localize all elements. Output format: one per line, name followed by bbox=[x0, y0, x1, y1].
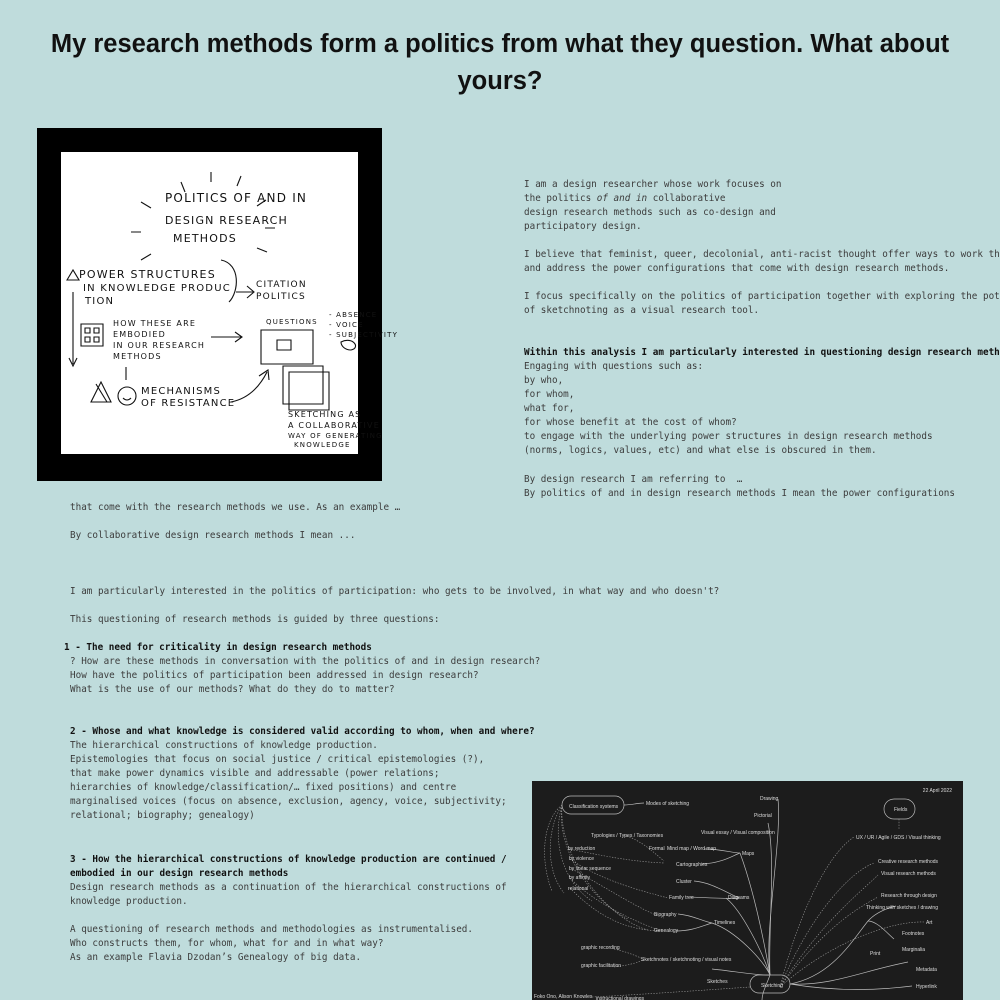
analysis-heading: Within this analysis I am particularly interested in questioning design research meth bbox=[524, 347, 1000, 358]
mind-map-node: relational bbox=[568, 886, 589, 892]
sketch-label: HOW THESE ARE bbox=[113, 319, 197, 328]
sketch-label: POLITICS OF AND IN bbox=[165, 191, 308, 205]
question-2-heading: 2 - Whose and what knowledge is considered valid according to whom, when and where? bbox=[70, 726, 535, 737]
methods-mind-map bbox=[532, 781, 963, 1000]
sketch-label: MECHANISMS bbox=[141, 386, 222, 397]
mind-map-node: Diagrams bbox=[728, 895, 750, 901]
mind-map-node: Creative research methods bbox=[878, 859, 939, 865]
question-1-heading: 1 - The need for criticality in design research methods bbox=[64, 642, 372, 653]
question-1-body: ? How are these methods in conversation with the politics of and in design research? How have the politics of participation been addressed in design research? What is the use of our methods? What do they do to matter? bbox=[70, 656, 541, 695]
sketch-label: TION bbox=[85, 296, 115, 307]
sketch-label: SKETCHING AS bbox=[288, 410, 362, 419]
mind-map-node: Timelines bbox=[714, 920, 736, 926]
mind-map-node: Mind map / Word map bbox=[667, 846, 717, 852]
mind-map-node: Research through design bbox=[881, 893, 937, 899]
mind-map-node: Foko Ono, Alison Knowles bbox=[534, 994, 593, 1000]
sketch-label: WAY OF GENERATING bbox=[288, 432, 383, 440]
participation-paragraph: I am particularly interested in the politics of participation: who gets to be involved, in what way and who doesn't? This questioning of research methods is guided by three questions: bbox=[70, 586, 720, 625]
sketch-label: - VOICE bbox=[329, 321, 364, 329]
mind-map-node: Footnotes bbox=[902, 931, 925, 937]
mind-map-node: Typologies / Types / Taxonomies bbox=[591, 833, 664, 839]
mind-map-node: Visual essay / Visual composition bbox=[701, 830, 775, 836]
question-3-section: 3 - How the hierarchical constructions of knowledge production are continued / embodied in our design research methods Design research methods as a continuation of the hierarchical constructions of knowledge production. A questioning of research methods and methodologies as instrumentalised. Who constructs them, for whom, what for and in what way? As an example Flavia Dzodan’s Genealogy of big data. bbox=[70, 854, 507, 963]
sketch-label: EMBODIED bbox=[113, 330, 166, 339]
question-2-section: 2 - Whose and what knowledge is considered valid according to whom, when and where? The hierarchical constructions of knowledge production. Epistemologies that focus on social justice / critical epistemologies (?), that make power dynamics visible and addressable (power relations; hierarchies of knowledge/classification/… fixed positions) and centre marginalised voices (focus on absence, exclusion, agency, voice, subjectivity; relational; biography; genealogy) bbox=[70, 726, 535, 821]
mind-map-node: Hyperlink bbox=[916, 984, 937, 990]
mind-map-node: Genealogy bbox=[654, 928, 679, 934]
mind-map-node: Drawing bbox=[760, 796, 779, 802]
intro-paragraph-2: I believe that feminist, queer, decolonial, anti-racist thought offer ways to work th and address the power configurations that come with design research methods. bbox=[524, 249, 1000, 274]
mind-map-node: by violence bbox=[569, 856, 595, 862]
sketchnote-drawing bbox=[61, 152, 399, 454]
sketchnote-image-frame bbox=[37, 128, 399, 481]
mind-map-node: Maps bbox=[742, 851, 755, 857]
mind-map-node: Fields bbox=[894, 807, 908, 813]
mind-map-node: Biography bbox=[654, 912, 677, 918]
mind-map-node: Thinking with sketches / drawing bbox=[866, 905, 938, 911]
intro-paragraph-1: I am a design researcher whose work focuses on the politics of and in collaborative design research methods such as co-design and participatory design. bbox=[524, 179, 782, 232]
page-title: My research methods form a politics from what they question. What about yours? bbox=[50, 30, 950, 95]
mind-map-date: 22 April 2022 bbox=[922, 788, 952, 794]
sketch-label: DESIGN RESEARCH bbox=[165, 214, 288, 227]
mind-map-node: graphic recording bbox=[581, 945, 620, 951]
sketch-label: IN OUR RESEARCH bbox=[113, 341, 206, 350]
mind-map-node: Sketches bbox=[707, 979, 728, 985]
mind-map-node: Sketching bbox=[761, 983, 783, 989]
sketch-label: A COLLABORATIVE bbox=[288, 421, 380, 430]
mind-map-node: Cluster bbox=[676, 879, 692, 885]
sketchnote-image bbox=[61, 152, 399, 454]
mind-map-node: Pictorial bbox=[754, 813, 772, 819]
mind-map-node: by affinity bbox=[569, 875, 591, 881]
sketch-label: CITATION bbox=[256, 280, 307, 290]
mind-map-node: Print bbox=[870, 951, 881, 957]
mind-map-node: Metadata bbox=[916, 967, 937, 973]
sketch-label: - ABSENCE bbox=[329, 311, 378, 319]
sketch-label: POWER STRUCTURES bbox=[79, 268, 216, 281]
sketch-label: KNOWLEDGE bbox=[294, 441, 351, 449]
sketch-label: POLITICS bbox=[256, 292, 306, 302]
mind-map-node: Modes of sketching bbox=[646, 801, 690, 807]
sketch-label: OF RESISTANCE bbox=[141, 398, 236, 409]
analysis-section: Within this analysis I am particularly interested in questioning design research meth Engaging with questions such as: by who, for whom, what for, for whose benefit at the cost of whom? to engage with the underlying power structures in design research methods (norms, logics, values, etc) and what else is obscured in them. bbox=[524, 347, 1000, 456]
mind-map-node: graphic facilitation bbox=[581, 963, 622, 969]
mind-map-node: Sketchnotes / sketchnoting / visual notes bbox=[641, 957, 732, 963]
sketch-label: - SUBJECTIVITY bbox=[329, 331, 399, 339]
sketch-label: METHODS bbox=[113, 352, 162, 361]
mind-map-node: Cartographies bbox=[676, 862, 708, 868]
continuation-paragraph: that come with the research methods we use. As an example … By collaborative design research methods I mean ... bbox=[70, 502, 401, 541]
mind-map-node: Formal bbox=[649, 846, 665, 852]
sketch-label: IN KNOWLEDGE PRODUC bbox=[83, 283, 231, 294]
mind-map-node: by reduction bbox=[568, 846, 596, 852]
mind-map-node: Classification systems bbox=[569, 804, 619, 810]
sketch-label: QUESTIONS bbox=[266, 318, 318, 326]
mind-map-node: instructional drawings bbox=[596, 996, 645, 1000]
intro-paragraph-3: I focus specifically on the politics of participation together with exploring the pot of sketchnoting as a visual research tool. bbox=[524, 291, 1000, 316]
mind-map-drawing bbox=[532, 781, 963, 1000]
mind-map-node: Marginalia bbox=[902, 947, 926, 953]
mind-map-node: by linear sequence bbox=[569, 866, 611, 872]
sketch-label: METHODS bbox=[173, 232, 237, 245]
mind-map-node: UX / UR / Agile / GDS / Visual thinking bbox=[856, 835, 941, 841]
definitions-paragraph: By design research I am referring to … By politics of and in design research methods I mean the power configurations bbox=[524, 474, 955, 499]
mind-map-node: Art bbox=[926, 920, 933, 926]
mind-map-node: Visual research methods bbox=[881, 871, 936, 877]
question-3-heading: 3 - How the hierarchical constructions of knowledge production are continued / embodied in our design research methods bbox=[70, 854, 507, 879]
mind-map-node: Family tree bbox=[669, 895, 694, 901]
